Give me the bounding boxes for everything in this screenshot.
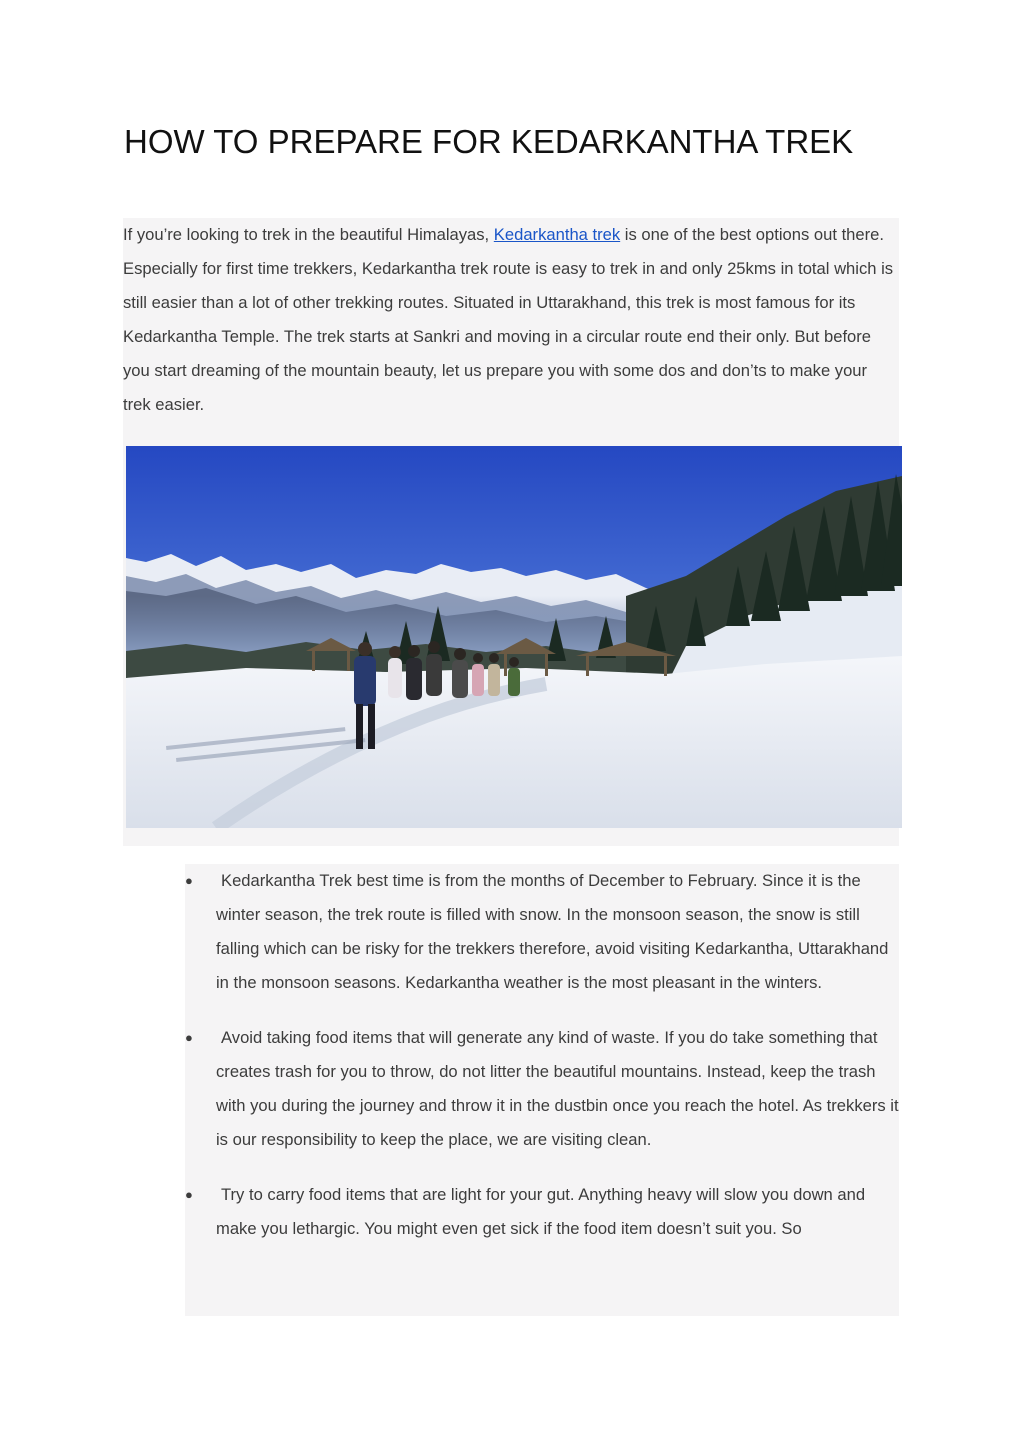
tips-section — [185, 864, 899, 1316]
kedarkantha-trek-link[interactable]: Kedarkantha trek — [493, 225, 621, 244]
intro-text-start: If you’re looking to trek in the beautiful Himalayas, — [123, 225, 494, 244]
list-item-text: Avoid taking food items that will generate any kind of waste. If you do take something that creates trash for you to throw, do not litter the beautiful mountains. Instead, keep the trash with you during the journey and throw it in the dustbin once you reach the hotel. As trekkers it is our responsibility to keep the place, we are visiting clean. — [216, 1028, 899, 1149]
intro-text-rest: is one of the best options out there. Especially for first time trekkers, Kedarkantha trek route is easy to trek in and only 25kms in total which is still easier than a lot of other trekking routes. Situated in Uttarakhand, this trek is most famous for its Kedarkantha Temple. The trek starts at Sankri and moving in a circular route end their only. But before you start dreaming of the mountain beauty, let us prepare you with some dos and don’ts to make your trek easier. — [123, 225, 894, 414]
list-item-text: Try to carry food items that are light for your gut. Anything heavy will slow you down and make you lethargic. You might even get sick if the food item doesn’t suit you. So — [216, 1185, 866, 1238]
bullet-icon: ● — [185, 1187, 193, 1202]
bullet-icon: ● — [185, 873, 193, 888]
list-item — [185, 1178, 899, 1246]
tips-list — [185, 864, 899, 1246]
intro-section — [123, 218, 899, 846]
page-title: HOW TO PREPARE FOR KEDARKANTHA TREK — [124, 123, 854, 160]
intro-paragraph — [123, 218, 899, 422]
bullet-icon: ● — [185, 1030, 193, 1045]
list-item — [185, 1021, 899, 1157]
list-item-text: Kedarkantha Trek best time is from the months of December to February. Since it is the winter season, the trek route is filled with snow. In the monsoon season, the snow is still falling which can be risky for the trekkers therefore, avoid visiting Kedarkantha, Uttarakhand in the monsoon seasons. Kedarkantha weather is the most pleasant in the winters. — [216, 871, 889, 992]
trek-photo — [126, 446, 902, 828]
list-item — [185, 864, 899, 1000]
